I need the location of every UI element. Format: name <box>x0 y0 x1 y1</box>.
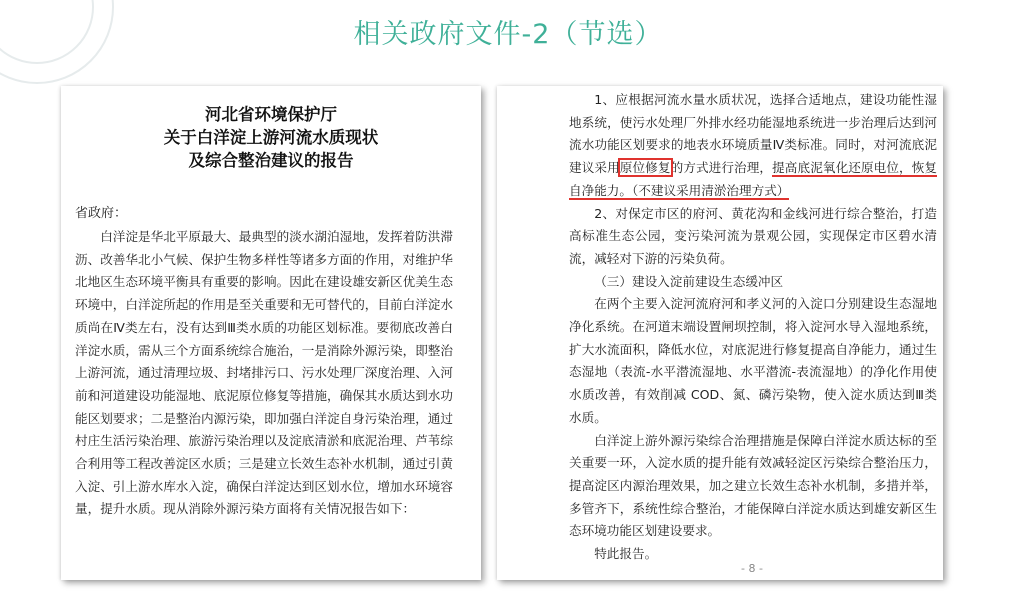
item-2-paragraph: 2、对保定市区的府河、黄花沟和金线河进行综合整治，打造高标准生态公园，变污染河流为景观公园，实现保定市区碧水清流，减轻对下游的污染负荷。 <box>569 205 937 266</box>
item-1-text-cont: 的方式进行治理， <box>670 160 773 176</box>
page-number: - 8 - <box>741 562 763 575</box>
section-3-paragraph: 在两个主要入淀河流府河和孝义河的入淀口分别建设生态湿地净化系统。在河道末端设置闸坝控制，将入淀河水导入湿地系统，扩大水流面积，降低水位，对底泥进行修复提高自净能力，通过生态湿地（表流-水平潜流湿地、水平潜流-表流湿地）的净化作用使水质改善，有效削减 COD、氮、磷污染物，使入淀水质达到Ⅲ类水质。 <box>569 296 937 425</box>
highlight-box-in-situ-remediation: 原位修复 <box>619 160 671 176</box>
section-3-heading: （三）建设入淀前建设生态缓冲区 <box>594 273 784 289</box>
document-title-line: 河北省环境保护厅 <box>205 105 337 124</box>
salutation: 省政府： <box>75 206 128 221</box>
document-title-line: 及综合整治建议的报告 <box>188 151 354 170</box>
underlined-recommendation: 提高底泥氧化还原电位，恢复自净能力。（不建议采用清淤治理方式） <box>569 160 938 198</box>
summary-paragraph: 白洋淀上游外源污染综合治理措施是保障白洋淀水质达标的至关重要一环，入淀水质的提升能有效减轻淀区污染综合整治压力，提高淀区内源治理效果，加之建立长效生态补水机制，多措并举，多管齐下，系统性综合整治，才能保障白洋淀水质达到雄安新区生态环境功能区划建设要求。 <box>569 432 937 539</box>
report-body-text: 白洋淀是华北平原最大、最典型的淡水湖泊湿地，发挥着防洪滞沥、改善华北小气候、保护生物多样性等诸多方面的作用，对维护华北地区生态环境平衡具有重要的影响。因此在建设雄安新区优美生态环境中，白洋淀所起的作用是至关重要和无可替代的，目前白洋淀水质尚在Ⅳ类左右，没有达到Ⅲ类水质的功能区划标准。要彻底改善白洋淀水质，需从三个方面系统综合施治，一是消除外源污染，即整治上游河流，通过清理垃圾、封堵排污口、污水处理厂深度治理、入河前和河道建设功能湿地、底泥原位修复等措施，确保其水质达到水功能区划要求；二是整治内源污染，即加强白洋淀自身污染治理，通过村庄生活污染治理、旅游污染治理以及淀底清淤和底泥治理、芦苇综合利用等工程改善淀区水质；三是建立长效生态补水机制，通过引黄入淀、引上游水库水入淀，确保白洋淀达到区划水位，增加水环境容量，提升水质。现从消除外源污染方面将有关情况报告如下： <box>75 229 453 517</box>
document-page-left <box>61 86 481 580</box>
document-title-line: 关于白洋淀上游河流水质现状 <box>163 128 379 147</box>
closing-text: 特此报告。 <box>594 546 658 562</box>
document-page-right <box>497 86 943 580</box>
document-title <box>61 103 481 172</box>
item-1-paragraph <box>569 89 937 203</box>
item-1-text: 1、应根据河流水量水质状况，选择合适地点，建设功能性湿地系统，使污水处理厂外排水经功能湿地系统进一步治理后达到河流水功能区划要求的地表水环境质量Ⅳ类标准。同时，对河流底泥建议采用 <box>569 92 937 176</box>
slide-title: 相关政府文件-2（节选） <box>353 19 663 50</box>
page-body <box>569 89 937 566</box>
